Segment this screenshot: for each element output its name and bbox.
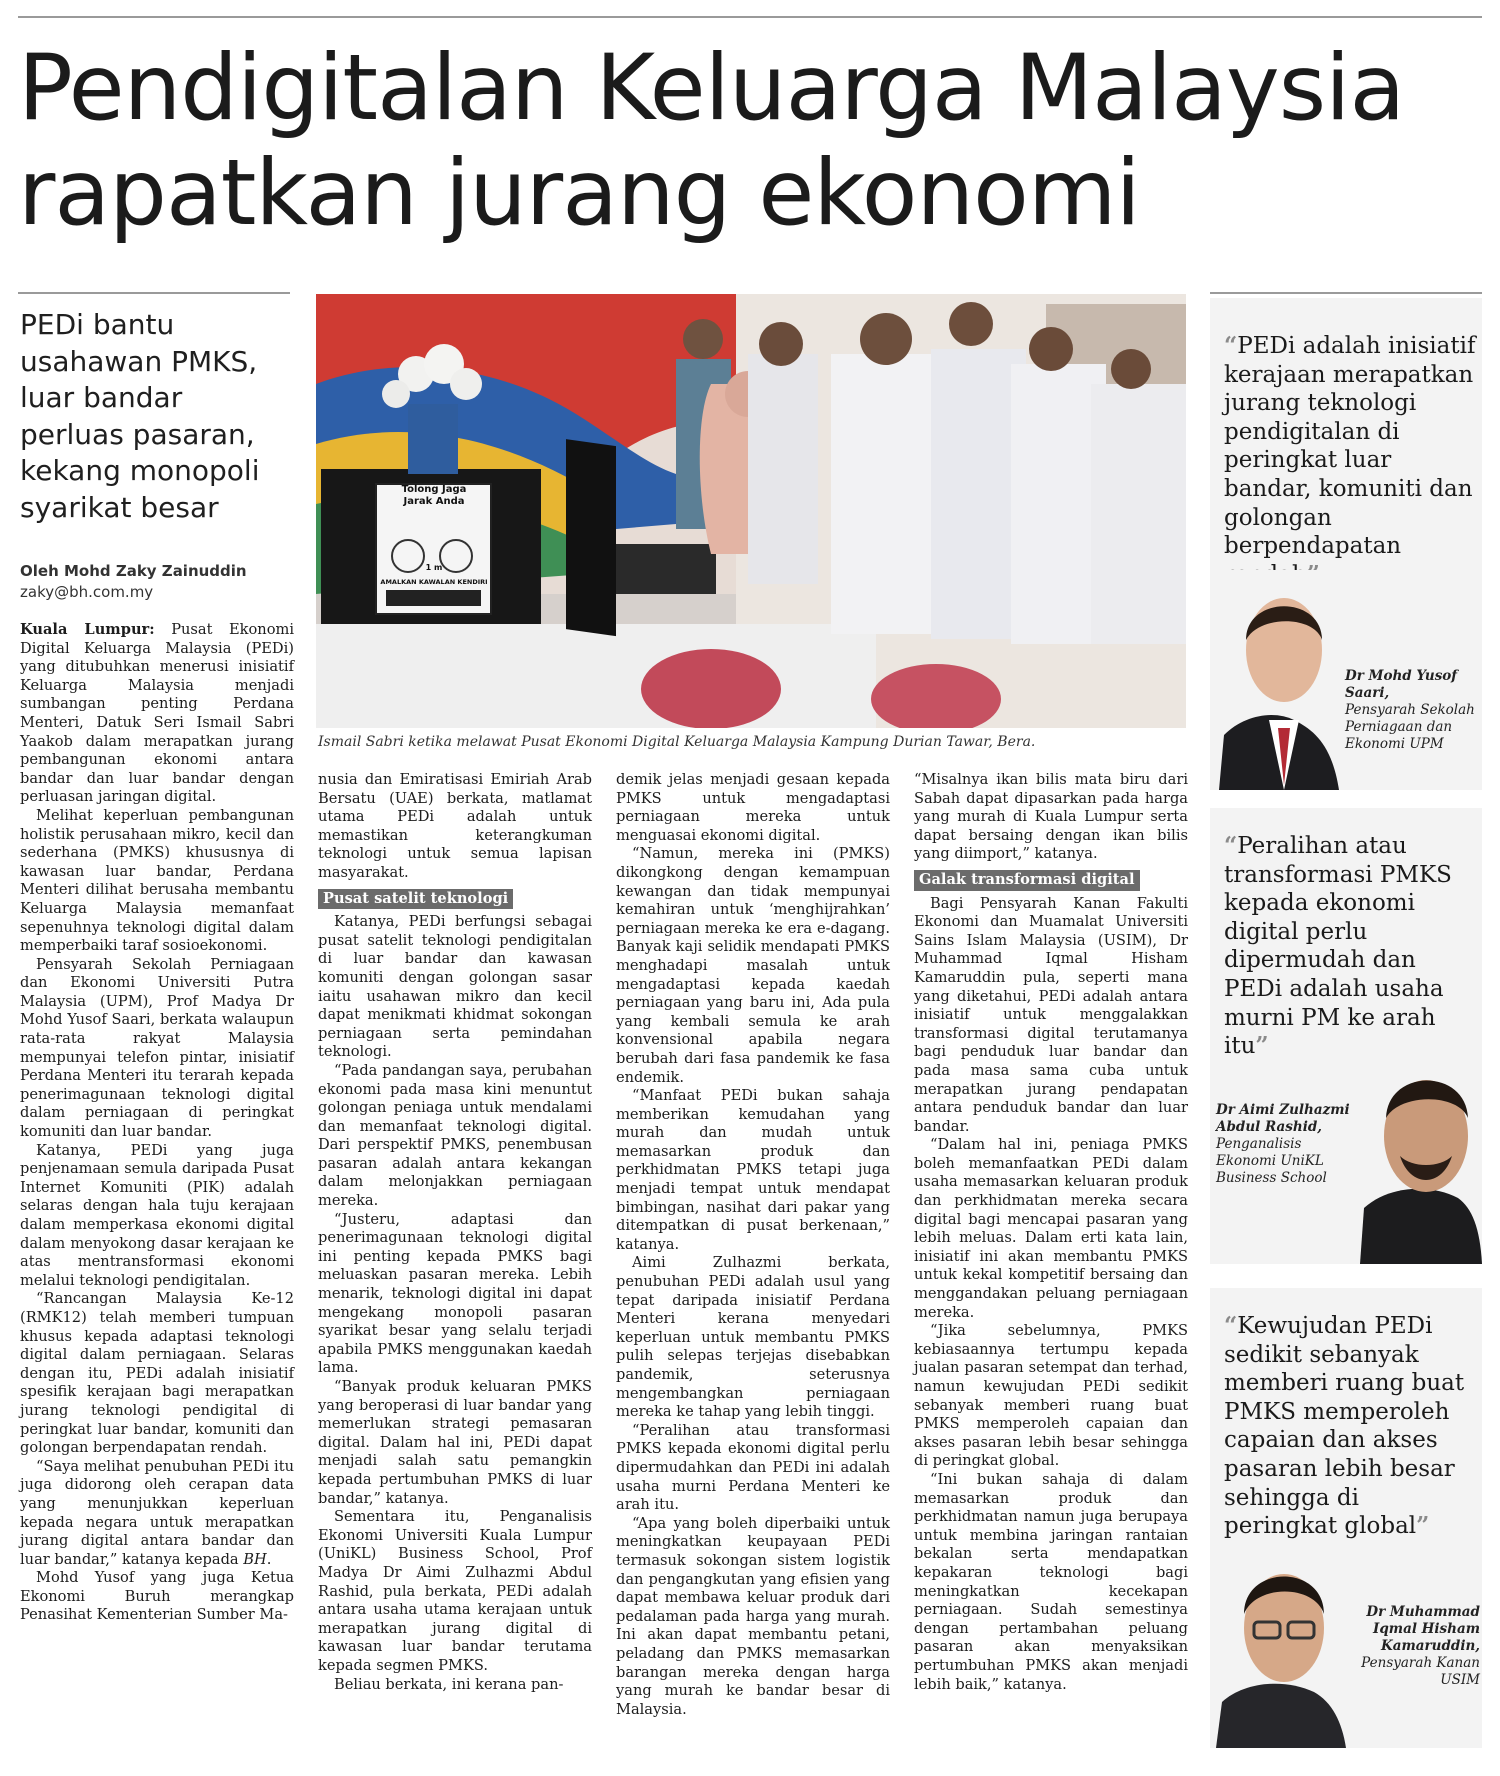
article-column-4 (914, 771, 1188, 1694)
pull-quote-panel-2 (1210, 808, 1482, 1264)
paragraph: “Apa yang boleh diperbaiki untuk meningkatkan keupayaan PEDi termasuk sokongan sistem logistik dan pengangkutan yang efisien yang dapat membawa keluar produk dari pedalaman pada harga yang murah. Ini akan dapat membantu petani, peladang dan PMKS memasarkan barangan mereka dengan harga yang murah ke bandar besar di Malaysia. (616, 1514, 890, 1718)
top-rule (18, 16, 1482, 18)
quote-person-name: Dr Aimi Zulhazmi Abdul Rashid, (1216, 1102, 1350, 1135)
subheading: Galak transformasi digital (914, 870, 1140, 891)
portrait-illustration (1214, 1542, 1348, 1748)
close-quote-icon: ” (1416, 1512, 1430, 1540)
pull-quote (1224, 1312, 1478, 1541)
quote-person-name: Dr Mohd Yusof Saari, (1345, 668, 1458, 701)
paragraph: “Namun, mereka ini (PMKS) dikongkong dengan kemampuan kewangan dan tidak mempunyai kemahiran untuk ‘menghijrahkan’ perniagaan mereka ke era e-dagang. Banyak kaji selidik mendapati PMKS menghadapi masalah untuk mengadaptasi kepada kaedah perniagaan yang baru ini, Ada pula yang kembali semula ke arah konvensional apabila negara berubah dari fasa pandemik ke fasa endemik. (616, 845, 890, 1086)
pull-quote-panel-3 (1210, 1288, 1482, 1748)
headline-line-2: rapatkan jurang ekonomi (18, 141, 1140, 246)
byline-author: Oleh Mohd Zaky Zainuddin (20, 562, 247, 580)
paragraph: Sementara itu, Penganalisis Ekonomi Universiti Kuala Lumpur (UniKL) Business School, Prof Madya Dr Aimi Zulhazmi Abdul Rashid, pula berkata, PEDi adalah antara usaha utama kerajaan untuk merapatkan jurang digital di kawasan luar bandar terutama kepada segmen PMKS. (318, 1508, 592, 1674)
sign-distance: 1 m (425, 563, 443, 572)
paragraph: “Ini bukan sahaja di dalam memasarkan produk dan perkhidmatan namun juga berupaya untuk membina jaringan rantaian bekalan serta mendapatkan kepakaran teknologi bagi meningkatkan kecekapan perniagaan. Sudah semestinya dengan pertambahan peluang pasaran akan menyaksikan pertumbuhan PMKS akan menjadi lebih baik,” katanya. (914, 1470, 1188, 1693)
sign-line-1: Tolong Jaga (401, 484, 467, 495)
distancing-sign (378, 484, 490, 586)
paragraph: nusia dan Emiratisasi Emiriah Arab Bersatu (UAE) berkata, matlamat utama PEDi adalah untuk memastikan keterangkuman teknologi untuk semua lapisan masyarakat. (318, 771, 592, 881)
paragraph-text: Pusat Ekonomi Digital Keluarga Malaysia (PEDi) yang ditubuhkan menerusi inisiatif Keluarga Malaysia menjadi sumbangan penting Perdana Menteri, Datuk Seri Ismail Sabri Yaakob dalam merapatkan jurang pembangunan ekonomi antara bandar dan luar bandar dengan perluasan jaringan digital. (20, 621, 294, 806)
paragraph: “Pada pandangan saya, perubahan ekonomi pada masa kini menuntut golongan peniaga untuk mendalami dan memanfaat teknologi digital. Dari perspektif PMKS, penembusan pasaran adalah antara kekangan dalam melonjakkan perniagaan mereka. (318, 1061, 592, 1210)
close-quote-icon: ” (1255, 1032, 1269, 1060)
paragraph: “Misalnya ikan bilis mata biru dari Sabah dapat dipasarkan pada harga yang murah di Kuala Lumpur serta dapat bersaing dengan ikan bilis yang diimport,” katanya. (914, 771, 1188, 863)
standfirst: PEDi bantu usahawan PMKS, luar bandar perluas pasaran, kekang monopoli syarikat besar (20, 308, 260, 524)
pull-quote-text: PEDi adalah inisiatif kerajaan merapatkan jurang teknologi pendigitalan di peringkat luar bandar, komuniti dan golongan berpendapatan (1224, 333, 1476, 560)
paragraph (20, 1458, 294, 1570)
portrait-photo (1360, 1048, 1482, 1264)
open-quote-icon: “ (1224, 332, 1238, 359)
pull-quote-text: Kewujudan PEDi sedikit sebanyak memberi ruang buat PMKS memperoleh capaian dan akses pasaran lebih besar sehingga di peringkat global (1224, 1313, 1465, 1540)
pull-quote-text: Peralihan atau transformasi PMKS kepada ekonomi digital perlu dipermudah dan PEDi adalah usaha murni PM ke arah itu (1224, 833, 1452, 1060)
portrait-illustration (1214, 570, 1344, 790)
quote-attribution (1345, 668, 1480, 753)
byline (20, 561, 290, 603)
byline-email: zaky@bh.com.my (20, 583, 154, 601)
paragraph: Katanya, PEDi yang juga penjenamaan semula daripada Pusat Internet Komuniti (PIK) adalah selaras dengan hala tuju kerajaan dalam memperkasa ekonomi digital dalam menyokong dasar kerajaan ke atas mentransformasi ekonomi melalui teknologi pendigitalan. (20, 1141, 294, 1289)
quote-attribution (1350, 1604, 1480, 1689)
open-quote-icon: “ (1224, 832, 1238, 859)
sign-line-2: Jarak Anda (403, 496, 465, 507)
news-photo (316, 294, 1186, 728)
paragraph: “Jika sebelumnya, PMKS kebiasaannya tertumpu kepada jualan pasaran setempat dan terhad, namun kewujudan PEDi sedikit sebanyak memberi ruang buat PMKS memperoleh capaian dan akses pasaran lebih besar sehingga di peringkat global. (914, 1322, 1188, 1470)
paragraph: Melihat keperluan pembangunan holistik perusahaan mikro, kecil dan sederhana (PMKS) khususnya di kawasan luar bandar, Perdana Menteri dilihat berusaha membantu Keluarga Malaysia memanfaat sepenuhnya teknologi digital dalam memperbaiki taraf sosioekonomi. (20, 806, 294, 955)
headline (18, 36, 1478, 246)
paragraph: Beliau berkata, ini kerana pan- (334, 1675, 564, 1693)
paragraph: “Justeru, adaptasi dan penerimagunaan teknologi digital ini penting kepada PMKS bagi meluaskan pasaran mereka. Lebih menarik, teknologi digital ini dapat mengekang monopoli pasaran syarikat besar yang selalu terjadi apabila PMKS menggunakan kaedah lama. (318, 1210, 592, 1377)
paragraph: “Dalam hal ini, peniaga PMKS boleh memanfaatkan PEDi dalam usaha memasarkan keluaran produk dan perkhidmatan mereka secara digital bagi mencapai pasaran yang lebih meluas. Dalam erti kata lain, inisiatif ini akan membantu PMKS untuk kekal kompetitif bersaing dan menggandakan peluang perniagaan mereka. (914, 1136, 1188, 1321)
portrait-photo (1214, 1542, 1348, 1748)
paragraph-text: . (266, 1550, 272, 1568)
portrait-illustration (1360, 1048, 1482, 1264)
paragraph: “Peralihan atau transformasi PMKS kepada ekonomi digital perlu dipermudahkan dan PEDi ini adalah usaha murni Perdana Menteri ke arah itu. (616, 1421, 890, 1514)
open-quote-icon: “ (1224, 1312, 1238, 1339)
quote-attribution (1216, 1102, 1356, 1187)
paragraph (20, 621, 294, 807)
quote-person-role: Pensyarah Kanan USIM (1361, 1655, 1480, 1688)
paragraph: Katanya, PEDi berfungsi sebagai pusat satelit teknologi pendigitalan di luar bandar dan kawasan komuniti dengan golongan sasar iaitu usahawan mikro dan kecil dapat menikmati khidmat sokongan perniagaan serta pemindahan teknologi. (318, 913, 592, 1061)
article-column-3 (616, 771, 890, 1719)
pull-quote (1224, 332, 1478, 589)
publication-name: BH (243, 1550, 267, 1568)
photo-caption: Ismail Sabri ketika melawat Pusat Ekonomi Digital Keluarga Malaysia Kampung Durian Tawar, Bera. (318, 734, 1036, 750)
paragraph: Mohd Yusof yang juga Ketua Ekonomi Buruh merangkap Penasihat Kementerian Sumber Ma- (20, 1569, 294, 1624)
paragraph: demik jelas menjadi gesaan kepada PMKS untuk mengadaptasi perniagaan mereka untuk menguasai ekonomi digital. (616, 771, 890, 844)
article-column-1 (20, 621, 294, 1625)
article-column-2 (318, 771, 592, 1694)
pull-quote-panel-1 (1210, 298, 1482, 790)
rule-right (1210, 292, 1482, 294)
paragraph-text: “Saya melihat penubuhan PEDi itu juga didorong oleh cerapan data yang menunjukkan keperluan kepada negara untuk merapatkan jurang digital antara bandar dan luar bandar,” katanya kepada (20, 1457, 294, 1568)
paragraph: “Rancangan Malaysia Ke-12 (RMK12) telah memberi tumpuan khusus kepada adaptasi teknologi digital dalam perniagaan. Selaras dengan itu, PEDi adalah inisiatif spesifik kerajaan bagi merapatkan jurang teknologi pendigital di peringkat luar bandar, komuniti dan golongan berpendapatan rendah. (20, 1290, 294, 1457)
subheading: Pusat satelit teknologi (318, 889, 513, 910)
rule-left (18, 292, 290, 294)
portrait-photo (1214, 570, 1344, 790)
paragraph: Aimi Zulhazmi berkata, penubuhan PEDi adalah usul yang tepat daripada inisiatif Perdana Menteri kerana menyedari keperluan untuk membantu PMKS pulih selepas terjejas disebabkan pandemik, seterusnya mengembangkan perniagaan mereka ke tahap yang lebih tinggi. (616, 1254, 890, 1421)
pull-quote (1224, 832, 1478, 1061)
paragraph: Bagi Pensyarah Kanan Fakulti Ekonomi dan Muamalat Universiti Sains Islam Malaysia (USIM), Dr Muhammad Iqmal Hisham Kamaruddin pula, seperti mana yang diketahui, PEDi adalah antara inisiatif untuk menggalakkan transformasi digital terutamanya bagi penduduk luar bandar dan pada masa sama cuba untuk merapatkan jurang pendapatan antara penduduk bandar dan luar bandar. (914, 894, 1188, 1135)
quote-person-name: Dr Muhammad Iqmal Hisham Kamaruddin, (1366, 1604, 1480, 1654)
quote-person-role: Penganalisis Ekonomi UniKL Business School (1216, 1136, 1327, 1186)
sign-footer: AMALKAN KAWALAN KENDIRI (380, 578, 488, 586)
quote-person-role: Pensyarah Sekolah Perniagaan dan Ekonomi UPM (1345, 702, 1475, 752)
paragraph: Pensyarah Sekolah Perniagaan dan Ekonomi Universiti Putra Malaysia (UPM), Prof Madya Dr Mohd Yusof Saari, berkata walaupun rata-rata rakyat Malaysia mempunyai telefon pintar, inisiatif Perdana Menteri itu terarah kepada penerimagunaan teknologi digital dalam perniagaan di peringkat komuniti dan luar bandar. (20, 955, 294, 1141)
paragraph: “Manfaat PEDi bukan sahaja memberikan kemudahan yang murah dan mudah untuk memasarkan produk dan perkhidmatan PMKS tetapi juga menjadi tempat untuk mendapat bimbingan, nasihat dari pakar yang ditempatkan di pusat berkenaan,” katanya. (616, 1087, 890, 1253)
paragraph: “Banyak produk keluaran PMKS yang beroperasi di luar bandar yang memerlukan strategi pemasaran digital. Dalam hal ini, PEDi dapat menjadi salah satu pemangkin kepada pertumbuhan PMKS di luar bandar,” katanya. (318, 1378, 592, 1507)
dateline: Kuala Lumpur: (20, 621, 155, 638)
headline-line-1: Pendigitalan Keluarga Malaysia (18, 36, 1405, 141)
